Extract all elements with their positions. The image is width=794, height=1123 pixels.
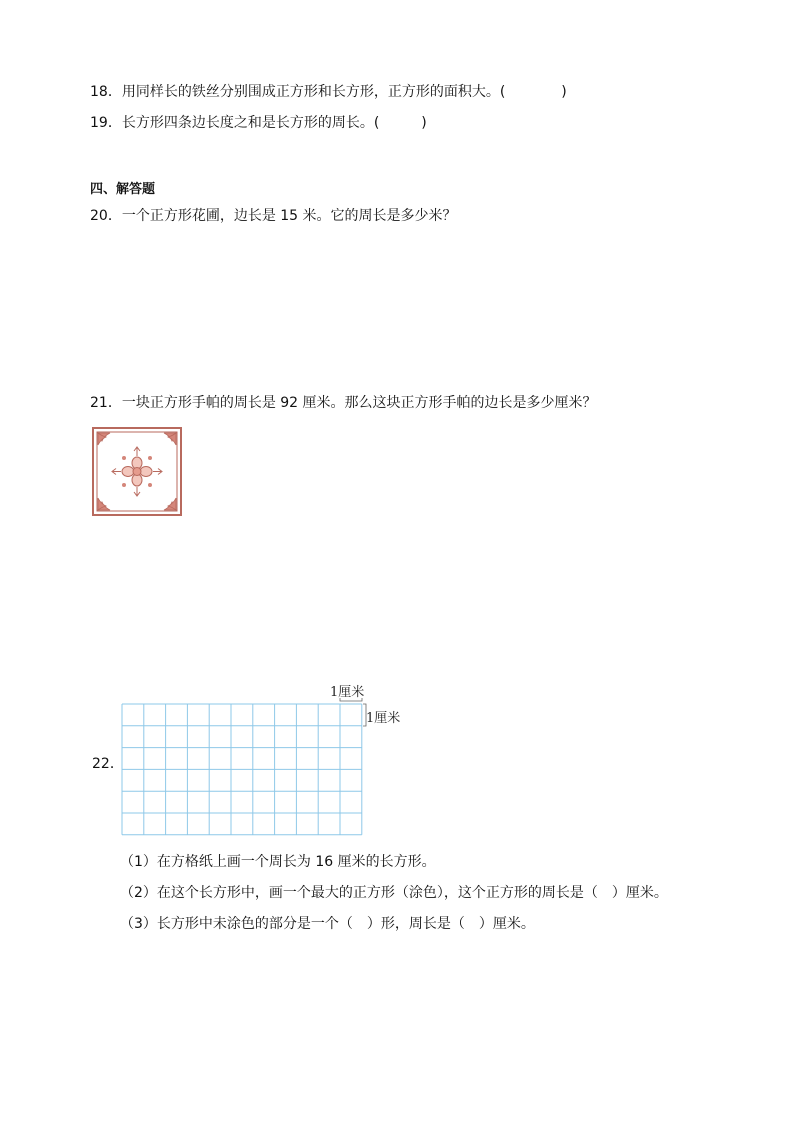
question-22-part-2: （2）在这个长方形中，画一个最大的正方形（涂色），这个正方形的周长是（ ）厘米。 <box>120 885 668 901</box>
question-22-part-3: （3）长方形中未涂色的部分是一个（ ）形，周长是（ ）厘米。 <box>120 916 535 932</box>
handkerchief-image <box>92 427 182 516</box>
question-21: 21．一块正方形手帕的周长是 92 厘米。那么这块正方形手帕的边长是多少厘米？ <box>90 395 597 411</box>
question-18: 18．用同样长的铁丝分别围成正方形和长方形，正方形的面积大。( ) <box>90 84 567 100</box>
grid-label-top: 1厘米 <box>330 685 365 700</box>
question-22-number: 22． <box>92 756 124 772</box>
grid-label-right: 1厘米 <box>366 711 401 726</box>
question-22-part-1: （1）在方格纸上画一个周长为 16 厘米的长方形。 <box>120 854 436 870</box>
square-grid <box>90 678 420 846</box>
section-title-answers: 四、解答题 <box>90 182 156 197</box>
grid-figure <box>90 678 420 846</box>
question-19: 19．长方形四条边长度之和是长方形的周长。( ) <box>90 115 427 131</box>
question-20: 20．一个正方形花圃，边长是 15 米。它的周长是多少米？ <box>90 208 457 224</box>
